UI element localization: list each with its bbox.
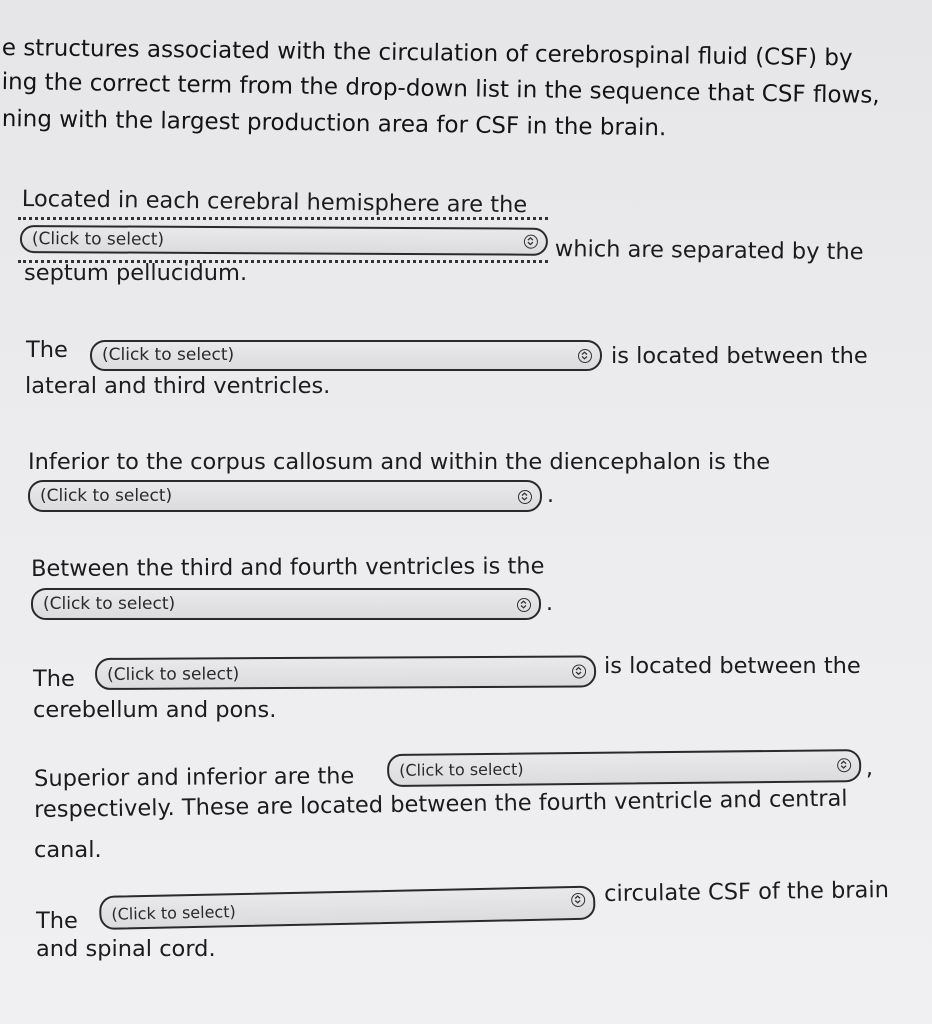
q2-text-after: is located between the <box>611 343 868 369</box>
chevron-updown-icon <box>517 598 531 612</box>
q3-text-before: Inferior to the corpus callosum and within the diencephalon is the <box>28 449 771 475</box>
q4-text-before: Between the third and fourth ventricles is the <box>31 553 545 582</box>
q4-dropdown[interactable] <box>31 588 541 620</box>
q2-text-before: The <box>26 337 68 363</box>
q6-dropdown-value: (Click to select) <box>399 759 524 780</box>
instructions-line-1: e structures associated with the circulation of cerebrospinal fluid (CSF) by <box>1 34 853 72</box>
q5-text-after: is located between the <box>604 653 861 679</box>
q1-dropdown[interactable] <box>20 225 548 256</box>
chevron-updown-icon <box>571 893 585 907</box>
q5-text-before: The <box>33 666 75 692</box>
q4-text-after: . <box>546 591 553 616</box>
instructions-line-3: ning with the largest production area for CSF in the brain. <box>1 105 667 142</box>
q5-text-tail: cerebellum and pons. <box>33 697 277 723</box>
q1-text-after: which are separated by the <box>554 236 864 266</box>
q1-text-tail: septum pellucidum. <box>24 260 248 286</box>
q7-text-tail: and spinal cord. <box>36 936 216 962</box>
q3-dropdown[interactable] <box>28 480 542 512</box>
chevron-updown-icon <box>518 490 532 504</box>
q5-dropdown[interactable] <box>95 655 596 690</box>
q3-text-after: . <box>547 483 554 508</box>
chevron-updown-icon <box>837 758 851 772</box>
q7-dropdown[interactable] <box>99 886 596 930</box>
q6-text-tail-2: canal. <box>34 837 102 863</box>
q5-dropdown-value: (Click to select) <box>107 664 240 685</box>
chevron-updown-icon <box>578 349 592 363</box>
chevron-updown-icon <box>572 664 586 678</box>
q2-dropdown-value: (Click to select) <box>102 345 235 365</box>
q7-text-before: The <box>36 908 78 934</box>
q7-dropdown-value: (Click to select) <box>111 902 236 924</box>
q1-text-before: Located in each cerebral hemisphere are the <box>21 186 528 219</box>
q6-dropdown[interactable] <box>387 749 861 787</box>
chevron-updown-icon <box>524 235 538 249</box>
q7-text-after: circulate CSF of the brain <box>604 877 890 907</box>
q4-dropdown-value: (Click to select) <box>43 594 176 614</box>
q6-text-before: Superior and inferior are the <box>34 763 355 792</box>
q6-text-after: , <box>866 756 873 781</box>
q6-text-tail-1: respectively. These are located between the fourth ventricle and central <box>34 785 848 823</box>
focus-outline-top <box>18 217 548 220</box>
instructions-line-2: ing the correct term from the drop-down list in the sequence that CSF flows, <box>1 68 880 109</box>
q1-dropdown-value: (Click to select) <box>31 229 165 250</box>
q3-dropdown-value: (Click to select) <box>40 486 173 506</box>
q2-dropdown[interactable] <box>90 340 602 371</box>
q2-text-tail: lateral and third ventricles. <box>25 373 331 399</box>
